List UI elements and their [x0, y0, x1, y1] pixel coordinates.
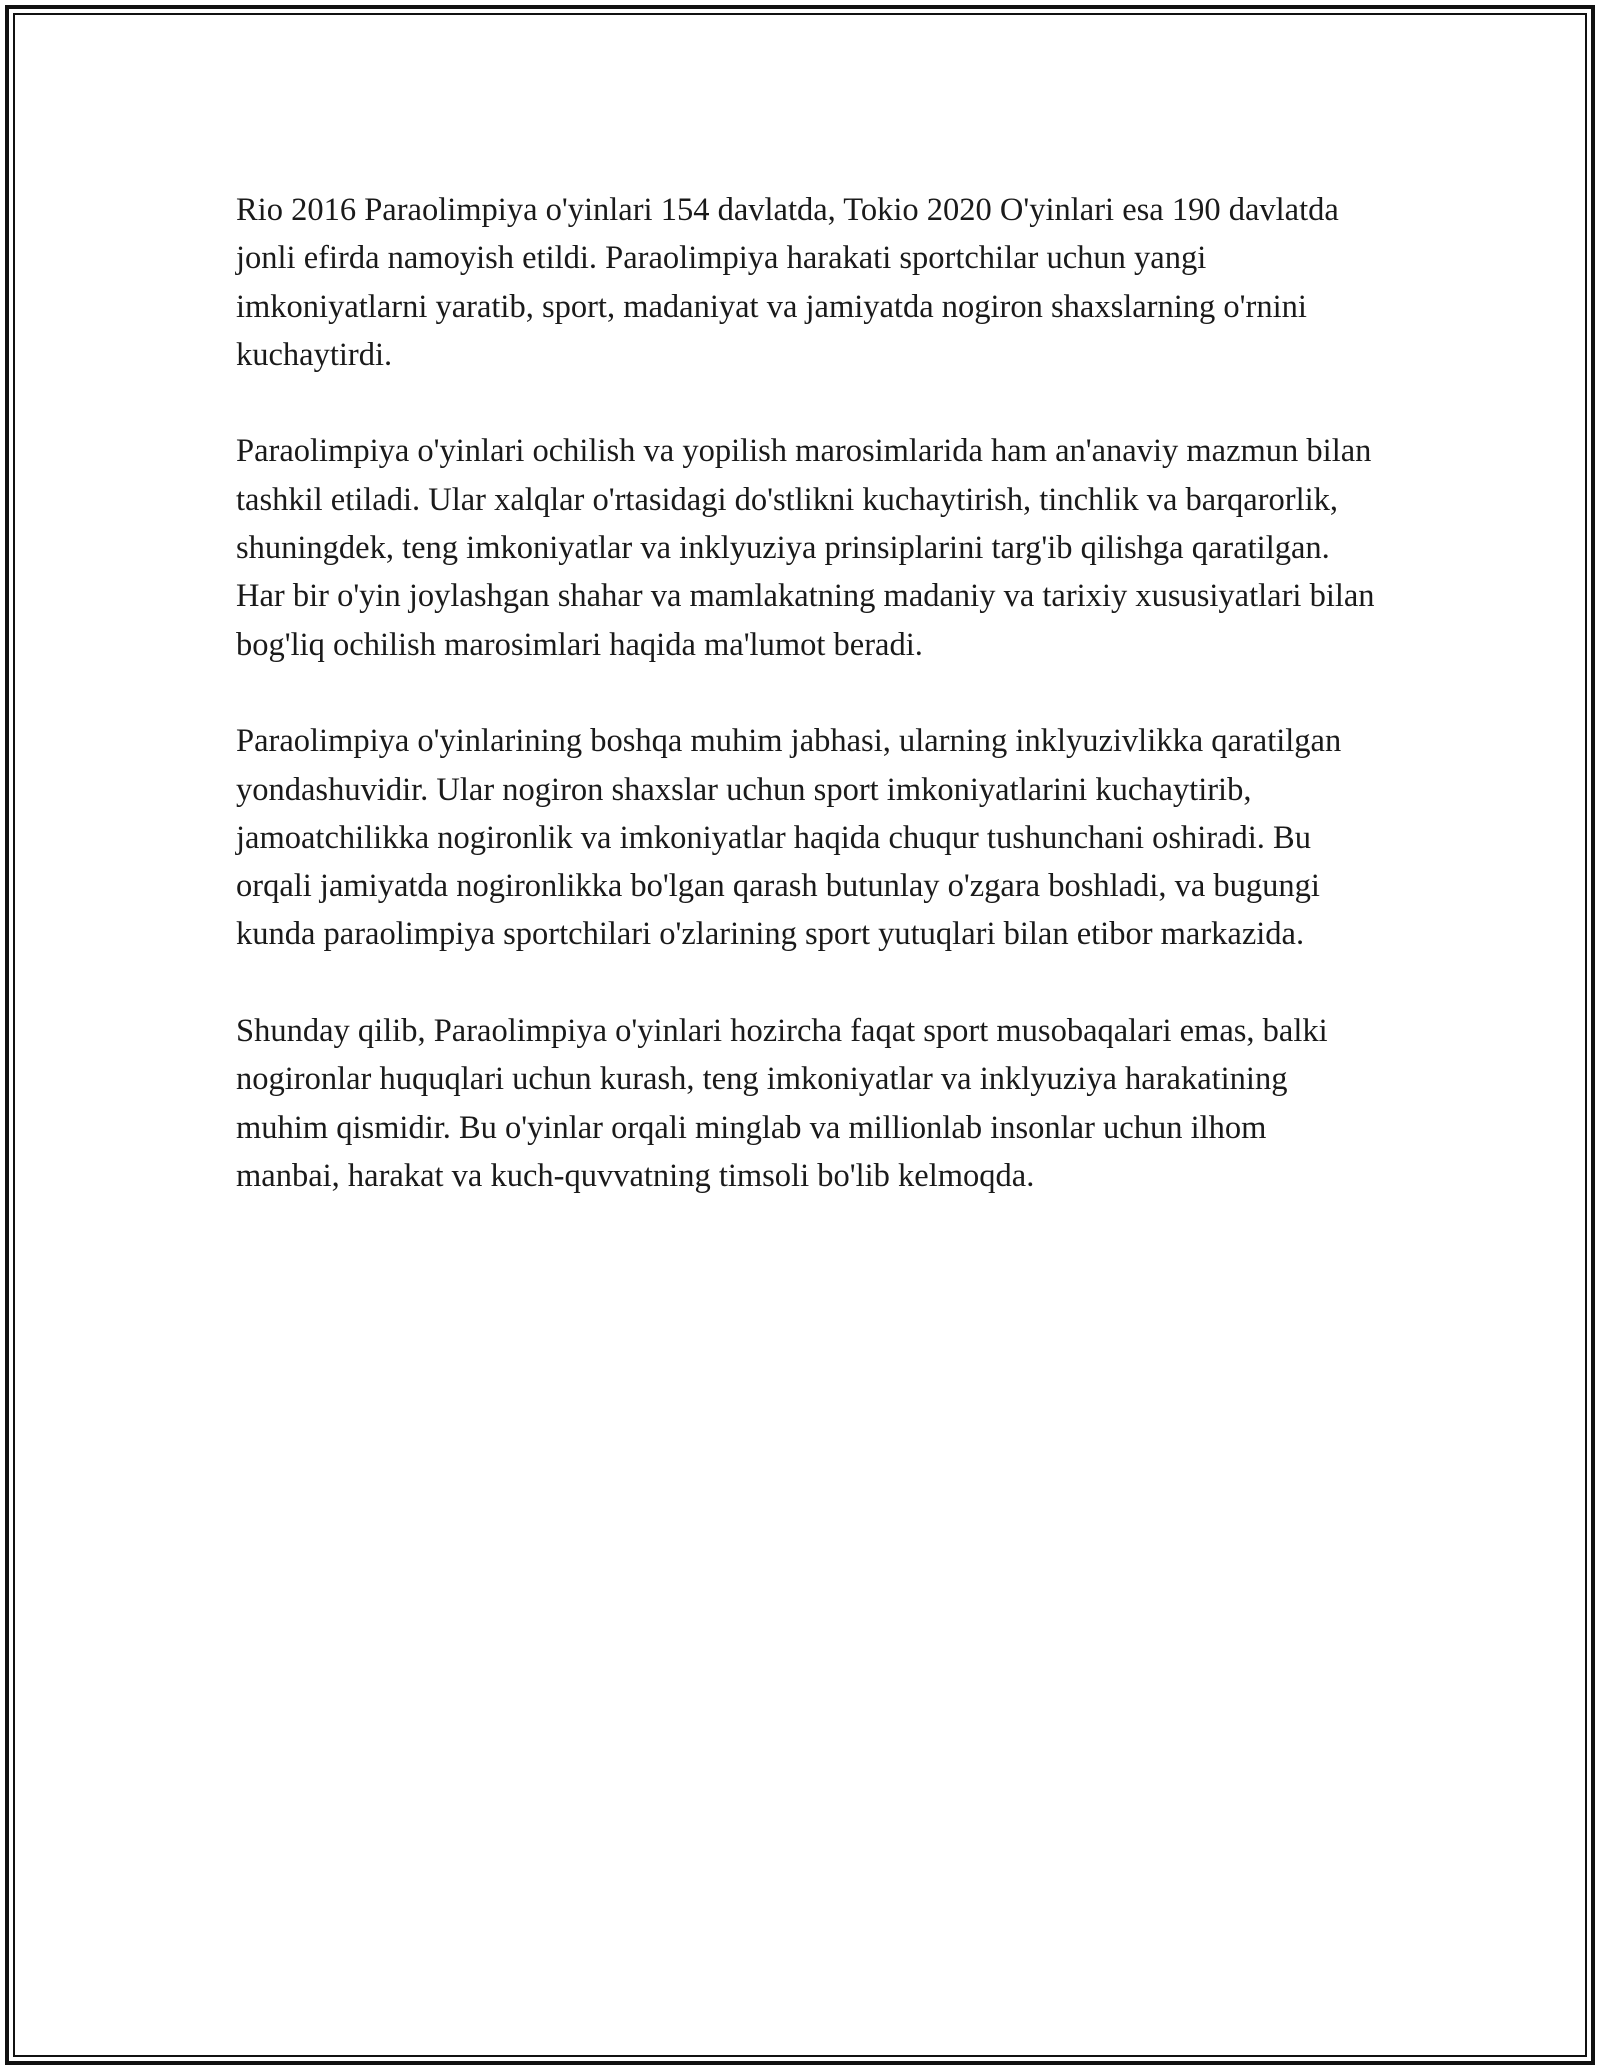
paragraph-2: Paraolimpiya o'yinlari ochilish va yopilish marosimlarida ham an'anaviy mazmun bilan tashkil etiladi. Ular xalqlar o'rtasidagi do'stlikni kuchaytirish, tinchlik va barqarorlik, shuningdek, teng imkoniyatlar va inklyuziya prinsiplarini targ'ib qilishga qaratilgan. Har bir o'yin joylashgan shahar va mamlakatning madaniy va tarixiy xususiyatlari bilan bog'liq ochilish marosimlari haqida ma'lumot beradi.	[236, 433, 1375, 663]
paragraph-4: Shunday qilib, Paraolimpiya o'yinlari hozircha faqat sport musobaqalari emas, balki nogironlar huquqlari uchun kurash, teng imkoniyatlar va inklyuziya harakatining muhim qismidir. Bu o'yinlar orqali minglab va millionlab insonlar uchun ilhom manbai, harakat va kuch-quvvatning timsoli bo'lib kelmoqda.	[236, 1013, 1328, 1194]
paragraph-3: Paraolimpiya o'yinlarining boshqa muhim jabhasi, ularning inklyuzivlikka qaratilgan yondashuvidir. Ular nogiron shaxslar uchun sport imkoniyatlarini kuchaytirib, jamoatchilikka nogironlik va imkoniyatlar haqida chuqur tushunchani oshiradi. Bu orqali jamiyatda nogironlikka bo'lgan qarash butunlay o'zgara boshladi, va bugungi kunda paraolimpiya sportchilari o'zlarining sport yutuqlari bilan etibor markazida.	[236, 723, 1342, 953]
paragraph-1: Rio 2016 Paraolimpiya o'yinlari 154 davlatda, Tokio 2020 O'yinlari esa 190 davlatda jonli efirda namoyish etildi. Paraolimpiya harakati sportchilar uchun yangi imkoniyatlarni yaratib, sport, madaniyat va jamiyatda nogiron shaxslarning o'rnini kuchaytirdi.	[236, 192, 1339, 373]
document-body	[236, 186, 1376, 1249]
